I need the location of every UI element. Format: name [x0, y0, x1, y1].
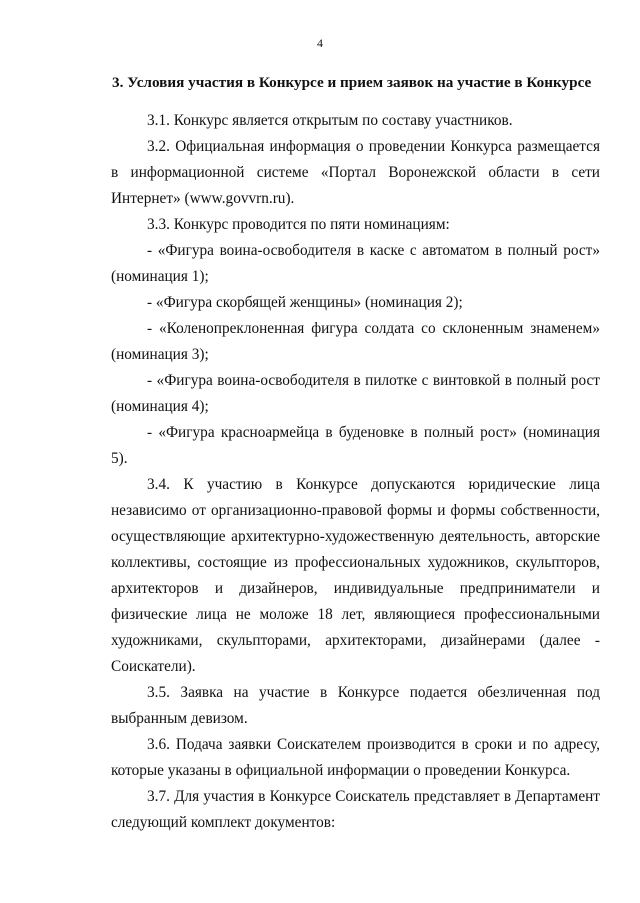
nomination-3: - «Коленопреклоненная фигура солдата со склоненным знаменем» (номинация 3);: [111, 320, 600, 363]
paragraph-3-2: 3.2. Официальная информация о проведении Конкурса размещается в информационной системе «Портал Воронежской области в сети Интернет» (www.govvrn.ru).: [111, 138, 600, 207]
section-body: [111, 108, 600, 836]
nomination-2: - «Фигура скорбящей женщины» (номинация 2);: [147, 294, 463, 311]
paragraph-3-1: 3.1. Конкурс является открытым по составу участников.: [147, 112, 513, 129]
nomination-1: - «Фигура воина-освободителя в каске с автоматом в полный рост» (номинация 1);: [111, 242, 600, 285]
page-number: 4: [317, 36, 323, 50]
nomination-5: - «Фигура красноармейца в буденовке в полный рост» (номинация 5).: [111, 424, 600, 467]
paragraph-3-5: 3.5. Заявка на участие в Конкурсе подается обезличенная под выбранным девизом.: [111, 684, 600, 727]
paragraph-3-6: 3.6. Подача заявки Соискателем производится в сроки и по адресу, которые указаны в официальной информации о проведении Конкурса.: [111, 736, 600, 779]
paragraph-3-4: 3.4. К участию в Конкурсе допускаются юридические лица независимо от организационно-правовой формы и формы собственности, осуществляющие архитектурно-художественную деятельность, авторские коллективы, состоящие из профессиональных художников, скульпторов, архитекторов и дизайнеров, индивидуальные предприниматели и физические лица не моложе 18 лет, являющиеся профессиональными художниками, скульпторами, архитекторами, дизайнерами (далее - Соискатели).: [111, 476, 600, 675]
paragraph-3-7: 3.7. Для участия в Конкурсе Соискатель представляет в Департамент следующий комплект документов:: [111, 788, 600, 831]
paragraph-3-3: 3.3. Конкурс проводится по пяти номинациям:: [147, 216, 450, 233]
nomination-4: - «Фигура воина-освободителя в пилотке с винтовкой в полный рост (номинация 4);: [111, 372, 600, 415]
section-heading: 3. Условия участия в Конкурсе и прием заявок на участие в Конкурсе: [112, 74, 592, 91]
